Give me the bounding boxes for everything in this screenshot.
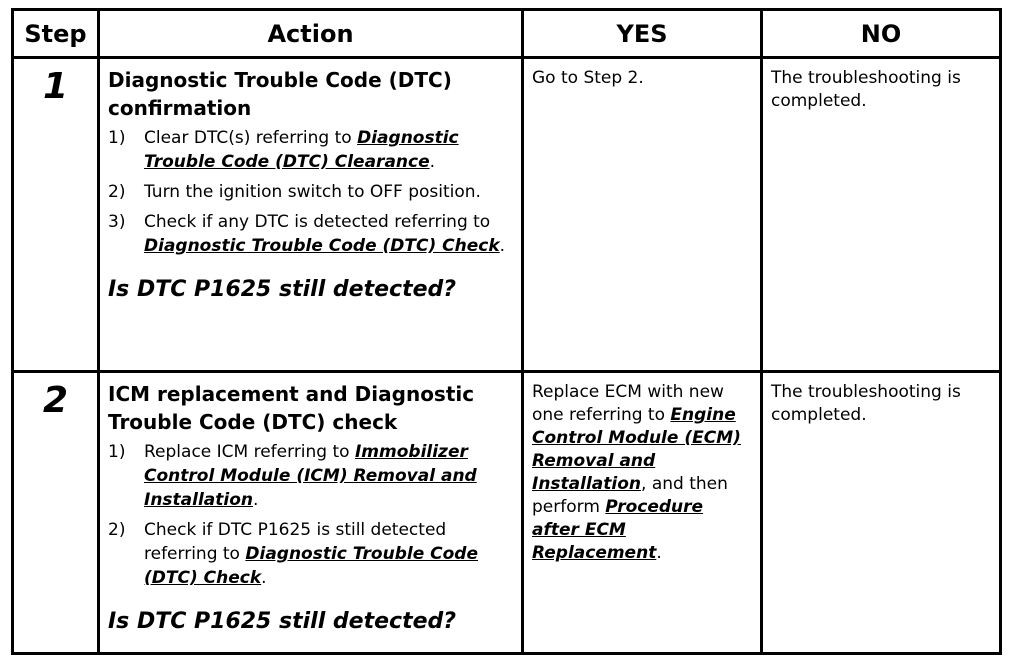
yes-cell bbox=[523, 58, 762, 372]
step-cell bbox=[13, 58, 99, 372]
header-row bbox=[13, 10, 1001, 58]
no-cell bbox=[762, 58, 1001, 372]
header-action: Action bbox=[99, 10, 523, 58]
substep-text: Turn the ignition switch to OFF position. bbox=[144, 182, 481, 202]
substep-list bbox=[108, 126, 515, 258]
step-number: 1 bbox=[42, 66, 69, 107]
substep-text: Check if any DTC is detected referring to bbox=[144, 212, 491, 232]
action-title: ICM replacement and Diagnostic Trouble Code (DTC) check bbox=[108, 382, 475, 434]
header-step: Step bbox=[13, 10, 99, 58]
substep-list bbox=[108, 440, 515, 590]
substep bbox=[108, 210, 515, 258]
header-yes: YES bbox=[523, 10, 762, 58]
no-text: The troubleshooting is completed. bbox=[771, 68, 961, 111]
yes-text-mid: , and then perform bbox=[532, 474, 728, 517]
no-cell bbox=[762, 372, 1001, 654]
reference-link[interactable]: Diagnostic Trouble Code (DTC) Check bbox=[144, 236, 500, 256]
step-number: 2 bbox=[42, 380, 69, 421]
substep-text: Check if DTC P1625 is still detected referring to bbox=[144, 520, 447, 564]
substep-text: Clear DTC(s) referring to bbox=[144, 128, 358, 148]
action-title: Diagnostic Trouble Code (DTC) confirmation bbox=[108, 68, 452, 120]
reference-link[interactable]: Diagnostic Trouble Code (DTC) Clearance bbox=[144, 128, 459, 172]
substep-text-end: . bbox=[261, 568, 267, 588]
step-question: Is DTC P1625 still detected? bbox=[108, 609, 457, 634]
step-row-1 bbox=[13, 58, 1001, 372]
substep-text-end: . bbox=[429, 152, 436, 172]
substep-number: 2) bbox=[108, 520, 126, 540]
action-cell bbox=[99, 58, 523, 372]
reference-link[interactable]: Procedure after ECM Replacement bbox=[532, 497, 704, 563]
substep bbox=[108, 440, 515, 512]
substep-number: 1) bbox=[108, 442, 126, 462]
no-text: The troubleshooting is completed. bbox=[771, 382, 961, 425]
yes-text: Replace ECM with new one referring to bbox=[532, 382, 724, 425]
header-no: NO bbox=[762, 10, 1001, 58]
step-cell bbox=[13, 372, 99, 654]
substep-number: 3) bbox=[108, 212, 126, 232]
substep-number: 1) bbox=[108, 128, 126, 148]
step-question: Is DTC P1625 still detected? bbox=[108, 277, 457, 302]
step-row-2 bbox=[13, 372, 1001, 654]
substep bbox=[108, 126, 515, 174]
reference-link[interactable]: Diagnostic Trouble Code (DTC) Check bbox=[144, 544, 478, 588]
substep-text-end: . bbox=[499, 236, 506, 256]
substep bbox=[108, 180, 515, 204]
troubleshooting-table bbox=[11, 8, 1002, 655]
substep bbox=[108, 518, 515, 590]
reference-link[interactable]: Immobilizer Control Module (ICM) Removal and Installation bbox=[144, 442, 477, 510]
action-cell bbox=[99, 372, 523, 654]
substep-number: 2) bbox=[108, 182, 126, 202]
substep-text: Replace ICM referring to bbox=[144, 442, 355, 462]
yes-text-end: . bbox=[656, 543, 662, 563]
substep-text-end: . bbox=[253, 490, 259, 510]
yes-cell bbox=[523, 372, 762, 654]
reference-link[interactable]: Engine Control Module (ECM) Removal and Installation bbox=[532, 405, 741, 494]
yes-text: Go to Step 2. bbox=[532, 68, 644, 88]
